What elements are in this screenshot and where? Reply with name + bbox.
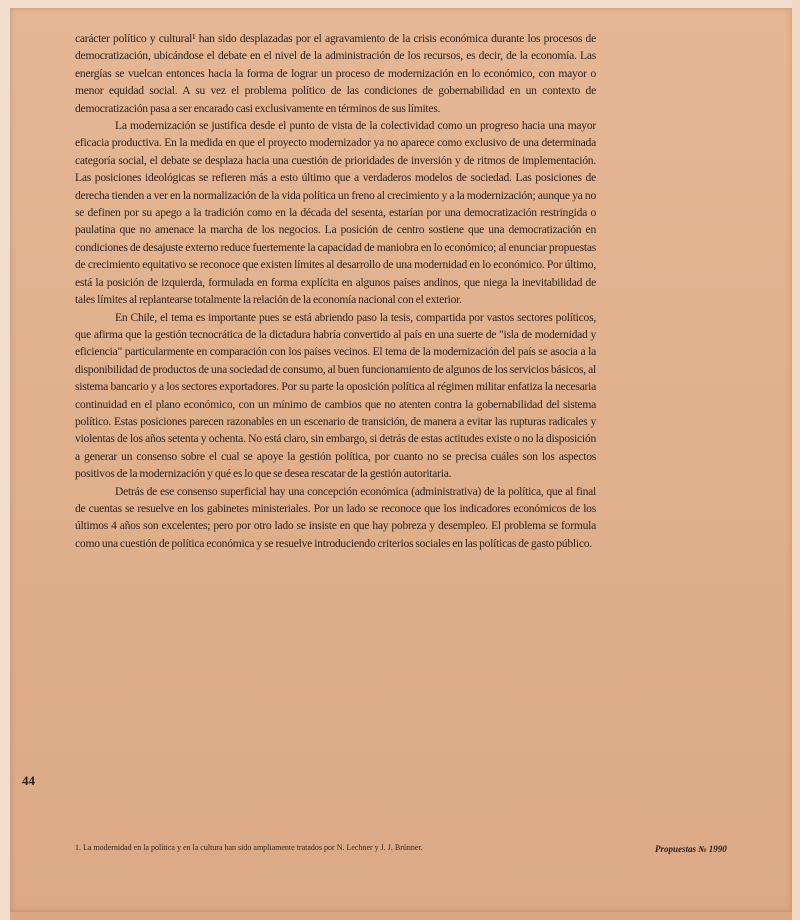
journal-name: Propuestas № 1990 [655,844,727,854]
paragraph-2: La modernización se justifica desde el punto de vista de la colectividad como un progreso hacia una mayor eficacia productiva. En la medida en que el proyecto modernizador ya no aparece como exclusivo de una determinada categoría social, el debate se desplaza hacia una cuestión de prioridades de inversión y de ritmos de implementación. Las posiciones ideológicas se refieren más a esto último que a verdaderos modelos de sociedad. Las posiciones de derecha tienden a ver en la normalización de la vida política un freno al crecimiento y a la modernización; aunque ya no se definen por su apego a la tradición como en la década del sesenta, estarían por una democratización restringida o paulatina que no amenace la marcha de los negocios. La posición de centro sostiene que una democratización en condiciones de desajuste externo reduce fuertemente la capacidad de maniobra en lo económico; al enunciar propuestas de crecimiento equitativo se reconoce que existen límites al desarrollo de una modernidad en lo económico. Por último, está la posición de izquierda, formulada en forma explícita en algunos países andinos, que niega la inevitabilidad de tales límites al replantearse totalmente la relación de la economía nacional con el exterior. [75,119,596,307]
page-edge-left [0,0,10,920]
body-text [75,30,596,552]
paragraph-3: En Chile, el tema es importante pues se está abriendo paso la tesis, compartida por vastos sectores políticos, que afirma que la gestión tecnocrática de la dictadura habría convertido al país en una suerte de "isla de modernidad y eficiencia" particularmente en comparación con los países vecinos. El tema de la modernización del país se asocia a la disponibilidad de productos de una sociedad de consumo, al buen funcionamiento de algunos de los servicios básicos, al sistema bancario y a los sectores exportadores. Por su parte la oposición política al régimen militar enfatiza la necesaria continuidad en el plano económico, con un mínimo de cambios que no atenten contra la gobernabilidad del sistema político. Estas posiciones parecen razonables en un escenario de transición, de manera a evitar las rupturas radicales y violentas de los años setenta y ochenta. No está claro, sin embargo, si detrás de estas actitudes existe o no la disposición a generar un consenso sobre el cual se apoye la gestión política, por cuanto no se precisa cuáles son los aspectos positivos de la modernización y qué es lo que se desea rescatar de la gestión autoritaria. [75,310,596,481]
page-edge-right [792,0,800,920]
page-edge-top [0,0,800,8]
paragraph-1: carácter político y cultural¹ han sido desplazadas por el agravamiento de la crisis económica durante los procesos de democratización, ubicándose el debate en el nivel de la administración de los recursos, es decir, de la economía. Las energías se vuelcan entonces hacia la forma de lograr un proceso de modernización en lo económico, con mayor o menor equidad social. A su vez el problema político de las condiciones de gobernabilidad en un contexto de democratización pasa a ser encarado casi exclusivamente en términos de sus límites. [75,32,596,115]
page-number: 44 [22,773,35,788]
footnote: 1. La modernidad en la política y en la cultura han sido ampliamente tratados por N. Lechner y J. J. Brünner. [75,843,423,852]
paragraph-4: Detrás de ese consenso superficial hay una concepción económica (administrativa) de la política, que al final de cuentas se resuelve en los gabinetes ministeriales. Por un lado se reconoce que los indicadores económicos de los últimos 4 años son excelentes; pero por otro lado se insiste en que hay pobreza y desempleo. El problema se formula como una cuestión de política económica y se resuelve introduciendo criterios sociales en las políticas de gasto público. [75,484,596,550]
